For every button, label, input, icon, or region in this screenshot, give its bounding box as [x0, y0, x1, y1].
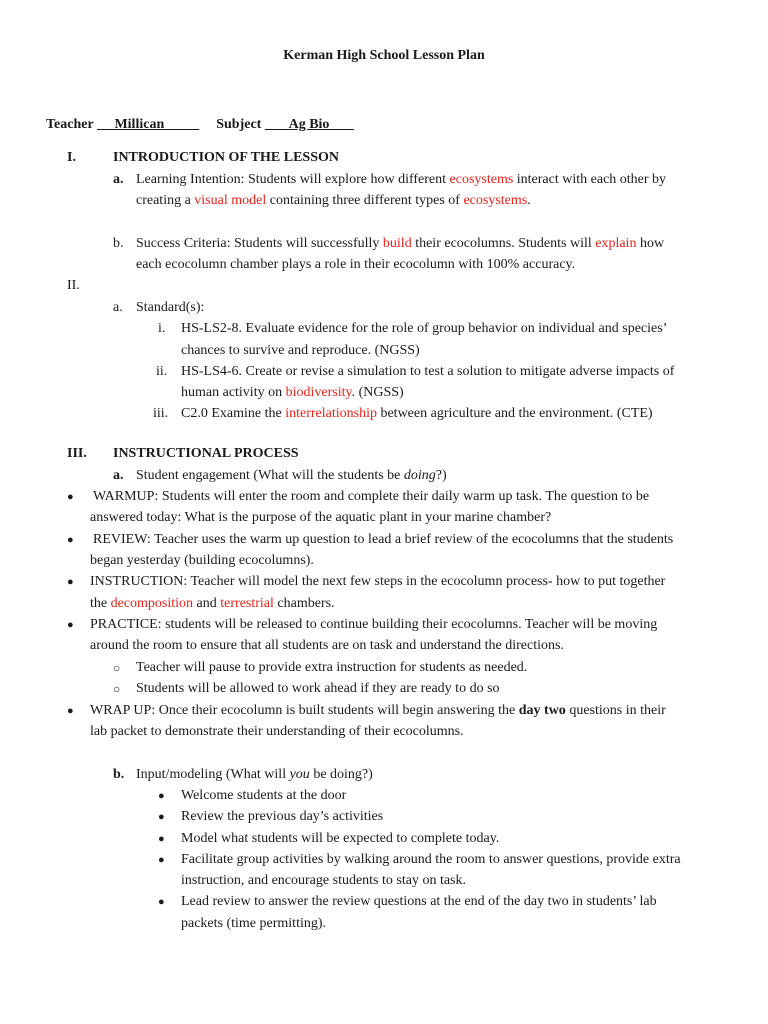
bullet-icon: ● — [158, 811, 165, 823]
subject-value: Ag Bio — [288, 117, 330, 132]
teacher-task-4-line-2: instruction, and encourage students to stay on task. — [181, 873, 466, 888]
teacher-value: Millican — [114, 117, 165, 132]
bullet-icon: ● — [67, 576, 74, 588]
standard-2-line-1: HS-LS4-6. Create or revise a simulation to test a solution to mitigate adverse impacts of — [181, 364, 675, 379]
instruction-line-1: INSTRUCTION: Teacher will model the next few steps in the ecocolumn process- how to put together — [90, 574, 666, 589]
item-marker: a. — [113, 172, 124, 187]
section-2-numeral: II. — [67, 278, 80, 293]
item-marker: a. — [113, 468, 124, 483]
document-title: Kerman High School Lesson Plan — [283, 48, 485, 63]
student-engagement-label: Student engagement (What will the students be doing?) — [136, 468, 447, 483]
teacher-task-2: Review the previous day’s activities — [181, 809, 384, 824]
standard-2-line-2: human activity on biodiversity. (NGSS) — [181, 385, 404, 400]
standards-label: Standard(s): — [136, 300, 205, 315]
teacher-subject-row — [46, 116, 354, 134]
circle-bullet-icon: ○ — [113, 682, 121, 696]
sub-bullet-1: Teacher will pause to provide extra instruction for students as needed. — [136, 660, 528, 675]
section-1-heading: INTRODUCTION OF THE LESSON — [113, 150, 339, 165]
bullet-icon: ● — [67, 491, 74, 503]
review-line-1: REVIEW: Teacher uses the warm up question to lead a brief review of the ecocolumns that the students — [93, 532, 674, 547]
bullet-icon: ● — [158, 833, 165, 845]
section-1-numeral: I. — [67, 150, 76, 165]
sub-bullet-2: Students will be allowed to work ahead if they are ready to do so — [136, 681, 500, 696]
learning-intention-line-2: creating a visual model containing three different types of ecosystems. — [136, 193, 531, 208]
subject-label: Subject — [216, 117, 262, 132]
standard-3-line-1: C2.0 Examine the interrelationship between agriculture and the environment. (CTE) — [181, 406, 653, 421]
teacher-task-3: Model what students will be expected to complete today. — [181, 831, 500, 846]
bullet-icon: ● — [158, 790, 165, 802]
item-marker: a. — [113, 300, 123, 315]
teacher-task-1: Welcome students at the door — [181, 788, 347, 803]
standard-marker: ii. — [156, 364, 168, 379]
standard-marker: iii. — [153, 406, 169, 421]
practice-line-1: PRACTICE: students will be released to continue building their ecocolumns. Teacher will be moving — [90, 617, 658, 632]
warmup-line-2: answered today: What is the purpose of the aquatic plant in your marine chamber? — [90, 510, 552, 525]
warmup-line-1: WARMUP: Students will enter the room and complete their daily warm up task. The question to be — [93, 489, 650, 504]
bullet-icon: ● — [158, 854, 165, 866]
standard-1-line-2: chances to survive and reproduce. (NGSS) — [181, 343, 420, 358]
standard-marker: i. — [158, 321, 166, 336]
section-3-heading: INSTRUCTIONAL PROCESS — [113, 446, 299, 461]
success-criteria-line-1: Success Criteria: Students will successfully build their ecocolumns. Students will explain how — [136, 236, 665, 251]
teacher-task-5-line-1: Lead review to answer the review questions at the end of the day two in students’ lab — [181, 894, 657, 909]
item-marker: b. — [113, 767, 125, 782]
bullet-icon: ● — [67, 705, 74, 717]
item-marker: b. — [113, 236, 124, 251]
bullet-icon: ● — [67, 619, 74, 631]
section-3-numeral: III. — [67, 446, 87, 461]
success-criteria-line-2: each ecocolumn chamber plays a role in their ecocolumn with 100% accuracy. — [136, 257, 576, 272]
learning-intention-line-1: Learning Intention: Students will explore how different ecosystems interact with each other by — [136, 172, 667, 187]
practice-line-2: around the room to ensure that all students are on task and understand the directions. — [90, 638, 564, 653]
teacher-task-5-line-2: packets (time permitting). — [181, 916, 327, 931]
instruction-line-2: the decomposition and terrestrial chambers. — [90, 596, 335, 611]
bullet-icon: ● — [158, 896, 165, 908]
wrap-up-line-1: WRAP UP: Once their ecocolumn is built students will begin answering the day two questions in their — [90, 703, 666, 718]
standard-1-line-1: HS-LS2-8. Evaluate evidence for the role of group behavior on individual and species’ — [181, 321, 668, 336]
teacher-task-4-line-1: Facilitate group activities by walking around the room to answer questions, provide extra — [181, 852, 681, 867]
circle-bullet-icon: ○ — [113, 661, 121, 675]
wrap-up-line-2: lab packet to demonstrate their understanding of their ecocolumns. — [90, 724, 464, 739]
review-line-2: began yesterday (building ecocolumns). — [90, 553, 314, 568]
bullet-icon: ● — [67, 534, 74, 546]
input-modeling-label: Input/modeling (What will you be doing?) — [136, 767, 373, 782]
teacher-label: Teacher — [46, 117, 94, 132]
